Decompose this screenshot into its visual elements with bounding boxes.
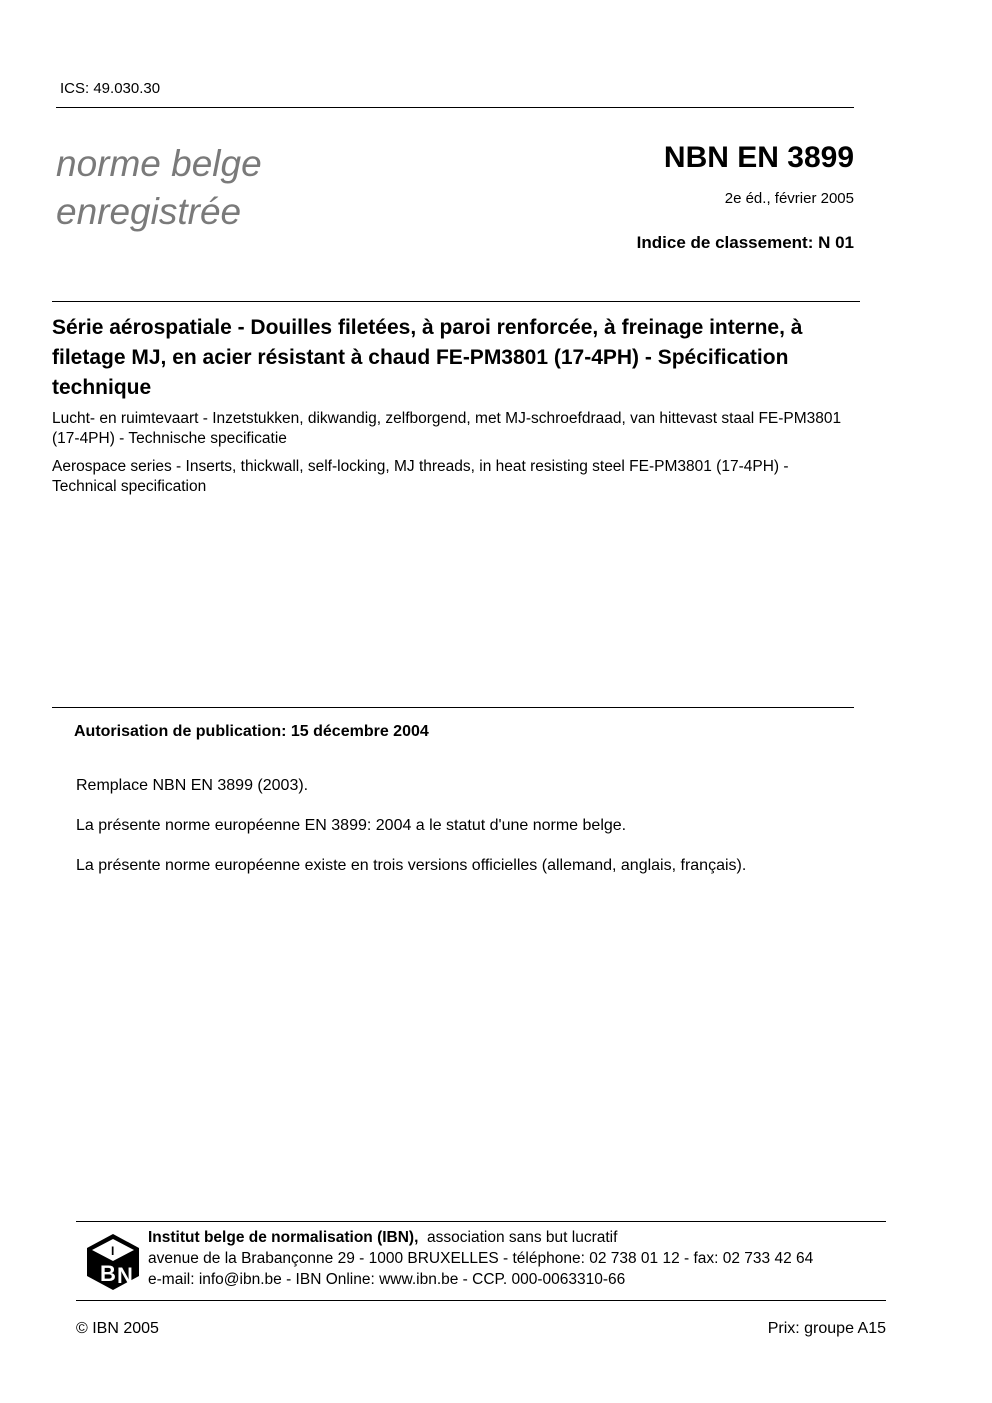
ics-code: ICS: 49.030.30 (60, 80, 161, 97)
institute-block (148, 1227, 813, 1290)
body-divider (52, 707, 854, 708)
ibn-logo-icon (84, 1233, 142, 1291)
copyright: © IBN 2005 (76, 1320, 159, 1337)
classification-index: Indice de classement: N 01 (636, 233, 854, 252)
svg-text:I: I (111, 1244, 115, 1258)
institute-contact: e-mail: info@ibn.be - IBN Online: www.ibn.be - CCP. 000-0063310-66 (148, 1271, 626, 1288)
price-group: Prix: groupe A15 (767, 1320, 886, 1337)
status-note: La présente norme européenne EN 3899: 2004 a le statut d'une norme belge. (76, 817, 627, 834)
title-french: Série aérospatiale - Douilles filetées, à paroi renforcée, à freinage interne, à filetage MJ, en acier résistant à chaud FE-PM3801 (17-4PH) - Spécification technique (52, 316, 803, 399)
title-english: Aerospace series - Inserts, thickwall, self-locking, MJ threads, in heat resisting steel FE-PM3801 (17-4PH) - Technical specification (52, 458, 789, 495)
norme-line-2: enregistrée (56, 191, 242, 232)
title-dutch: Lucht- en ruimtevaart - Inzetstukken, dikwandig, zelfborgend, met MJ-schroefdraad, van hittevast staal FE-PM3801 (17-4PH) - Technische specificatie (52, 410, 842, 447)
svg-text:N: N (117, 1263, 133, 1288)
footer-bottom-divider (76, 1300, 886, 1301)
header-divider (56, 107, 854, 108)
versions-note: La présente norme européenne existe en trois versions officielles (allemand, anglais, français). (76, 857, 747, 874)
publication-authorization: Autorisation de publication: 15 décembre 2004 (74, 723, 429, 740)
edition-date: 2e éd., février 2005 (724, 190, 854, 207)
replaces-note: Remplace NBN EN 3899 (2003). (76, 777, 309, 794)
footer-top-divider (76, 1221, 886, 1222)
institute-address: avenue de la Brabançonne 29 - 1000 BRUXELLES - téléphone: 02 738 01 12 - fax: 02 733 42 64 (148, 1250, 814, 1267)
norme-line-1: norme belge (56, 143, 262, 184)
svg-text:B: B (100, 1261, 116, 1286)
title-divider (52, 301, 860, 302)
norme-belge-label (56, 140, 262, 236)
institute-line-1 (148, 1227, 813, 1248)
institute-description: association sans but lucratif (427, 1229, 618, 1246)
standard-code: NBN EN 3899 (663, 141, 854, 174)
institute-name: Institut belge de normalisation (IBN), (148, 1229, 419, 1246)
